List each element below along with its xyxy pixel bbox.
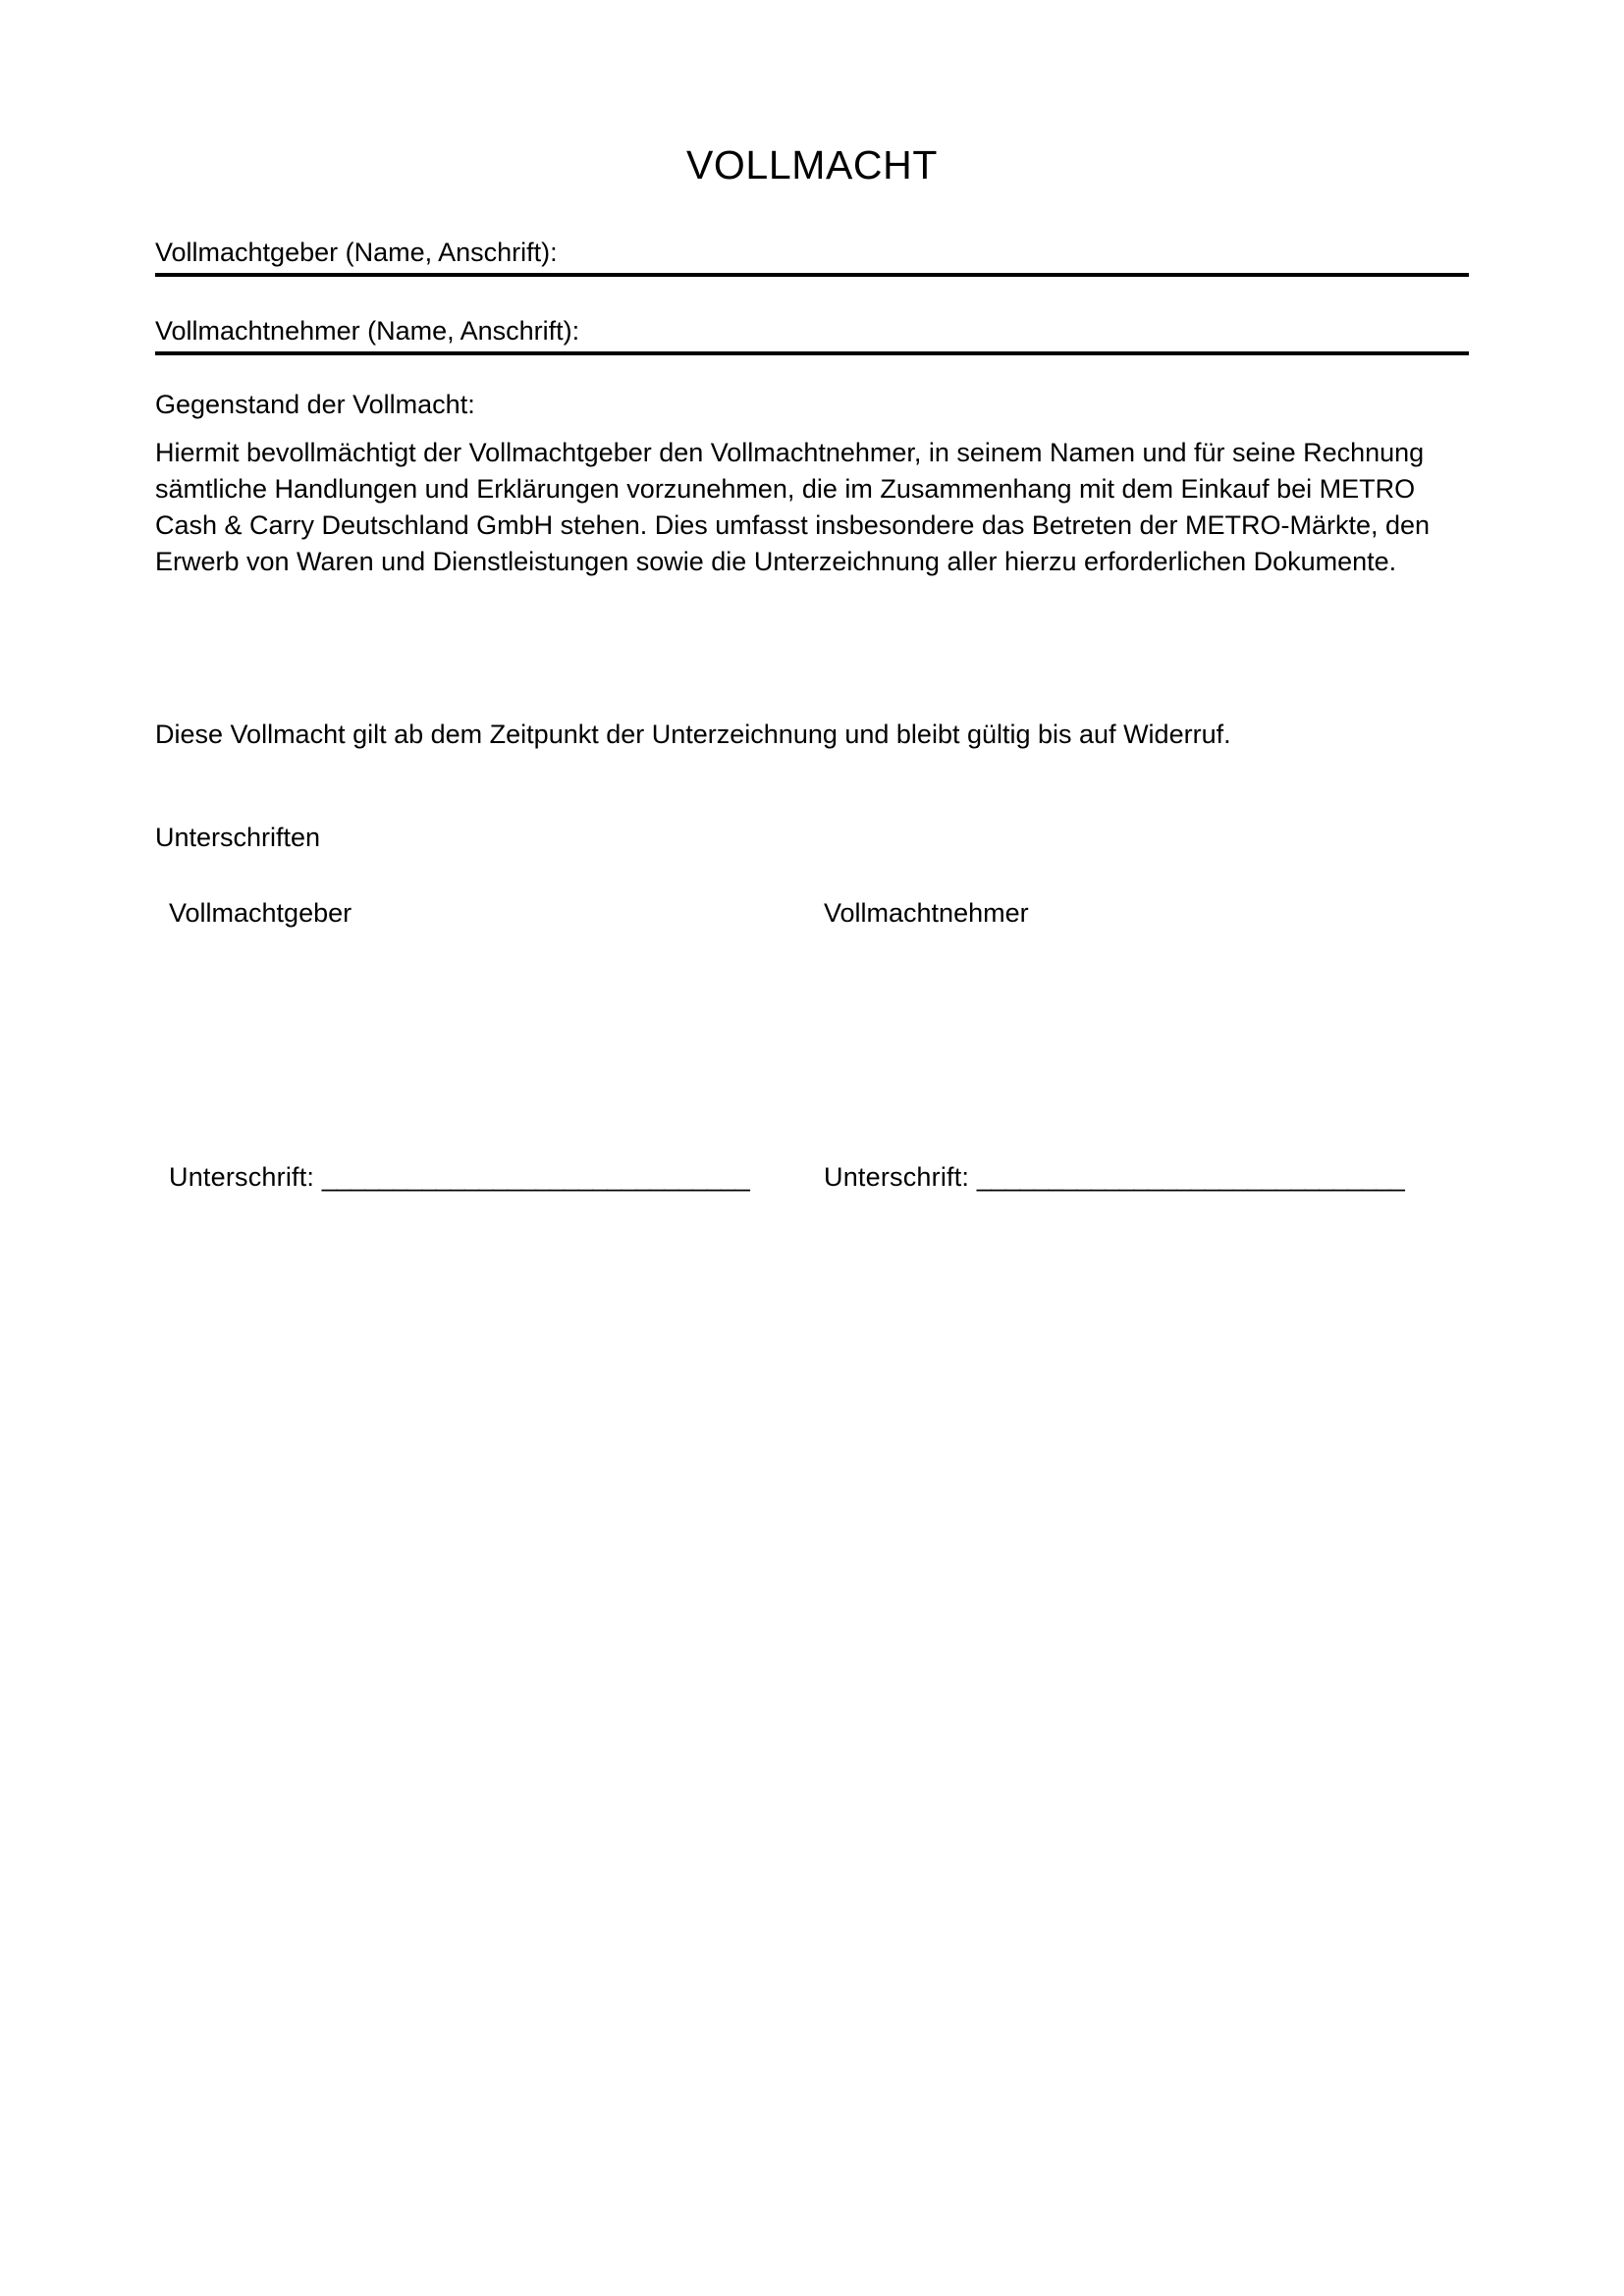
field-label-grantee: Vollmachtnehmer (Name, Anschrift): [155, 316, 580, 346]
signature-column-grantor [155, 895, 810, 1196]
signature-label-grantee: Unterschrift: [824, 1162, 970, 1192]
signature-line-grantor[interactable] [169, 1159, 810, 1196]
signature-line-grantee[interactable] [824, 1159, 1465, 1196]
signature-space-grantor[interactable] [169, 932, 810, 1159]
page-title: VOLLMACHT [685, 142, 938, 188]
signature-label-grantor: Unterschrift: [169, 1162, 315, 1192]
subject-heading: Gegenstand der Vollmacht: [155, 390, 475, 419]
signature-columns [155, 895, 1473, 1196]
signature-party-label-grantor: Vollmachtgeber [169, 898, 352, 928]
signature-block [155, 895, 1473, 1196]
subject-body-text: Hiermit bevollmächtigt der Vollmachtgeber den Vollmachtnehmer, in seinem Namen und für seine Rechnung sämtliche Handlungen und Erklärungen vorzunehmen, die im Zusammenhang mit dem Einkauf bei METRO Cash & Carry Deutschland GmbH stehen. Dies umfasst insbesondere das Betreten der METRO-Märkte, den Erwerb von Waren und Dienstleistungen sowie die Unterzeichnung aller hierzu erforderlichen Dokumente. [155, 438, 1431, 576]
signature-party-label-grantee: Vollmachtnehmer [824, 898, 1029, 928]
signature-column-grantee [810, 895, 1465, 1196]
field-label-grantor: Vollmachtgeber (Name, Anschrift): [155, 238, 558, 267]
field-row-grantee[interactable] [155, 314, 1469, 355]
validity-note: Diese Vollmacht gilt ab dem Zeitpunkt der Unterzeichnung und bleibt gültig bis auf Widerruf. [155, 720, 1231, 749]
signatures-heading: Unterschriften [155, 823, 321, 852]
signature-rule-grantor: ______________________________ [321, 1162, 750, 1192]
signature-rule-grantee: ______________________________ [976, 1162, 1405, 1192]
signature-space-grantee[interactable] [824, 932, 1465, 1159]
field-row-grantor[interactable] [155, 236, 1469, 277]
